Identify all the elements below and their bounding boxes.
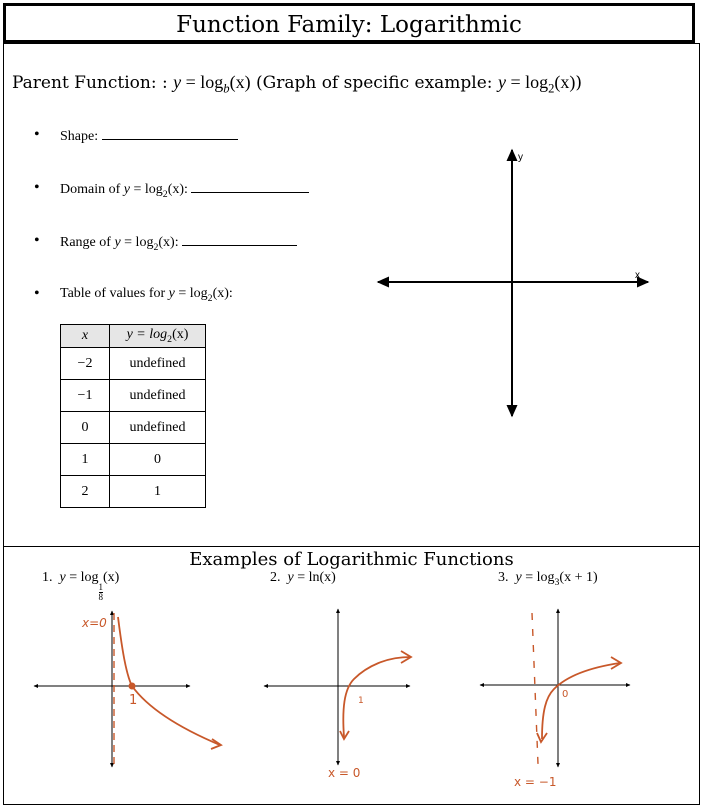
- header-x: x: [61, 325, 110, 348]
- table-row: [61, 476, 206, 508]
- example-formula-arg: (x): [554, 72, 576, 92]
- examples-heading: Examples of Logarithmic Functions: [189, 549, 514, 570]
- range-answer-blank[interactable]: [182, 233, 297, 246]
- range-func-eq: = log: [120, 235, 154, 250]
- table-row: [61, 380, 206, 412]
- range-func-y: y: [114, 235, 121, 250]
- example-formula-y: y: [497, 72, 506, 92]
- domain-colon: :: [184, 182, 192, 197]
- cell-y: 1: [110, 476, 206, 508]
- asymptote-line: [532, 613, 538, 764]
- cell-y: undefined: [110, 380, 206, 412]
- example-suffix: ): [575, 73, 583, 93]
- table-colon: :: [228, 286, 233, 301]
- domain-func-base: 2: [162, 188, 168, 200]
- table-func-arg: (x): [212, 286, 229, 301]
- parent-formula-base: b: [223, 81, 230, 96]
- point-marker: [129, 683, 136, 690]
- main-content-box: [3, 43, 700, 805]
- cell-y: undefined: [110, 412, 206, 444]
- blank-graph-axes[interactable]: [372, 144, 654, 424]
- log-curve: [118, 617, 220, 745]
- example-2-graph: [262, 599, 422, 779]
- parent-function-line: [12, 72, 582, 97]
- parent-formula-arg: (x): [229, 72, 251, 92]
- parent-formula-y: y: [173, 72, 182, 92]
- cell-y: undefined: [110, 348, 206, 380]
- table-row: [61, 412, 206, 444]
- parent-function-label: Parent Function: :: [12, 73, 174, 93]
- example-formula-eq: = log: [505, 72, 549, 92]
- example-prefix: (Graph of specific example:: [250, 73, 498, 93]
- range-label: Range of: [60, 235, 115, 250]
- log-curve: [542, 663, 620, 739]
- example-1-label: 1. y = log $_{\frac{1}{8}}$ (x): [42, 570, 120, 602]
- range-func-base: 2: [153, 241, 159, 253]
- title-box: [3, 3, 695, 43]
- asymptote-label: x = −1: [514, 775, 557, 789]
- cell-x: 2: [61, 476, 110, 508]
- y-axis-label: y: [518, 152, 523, 163]
- table-func-base: 2: [207, 292, 213, 304]
- shape-label: Shape:: [60, 129, 102, 144]
- domain-func-y: y: [123, 182, 130, 197]
- range-func-arg: (x): [158, 235, 175, 250]
- x-axis-label: x: [635, 270, 640, 281]
- example-3-graph: [478, 599, 638, 789]
- cell-x: −2: [61, 348, 110, 380]
- asymptote-label: x=0: [82, 616, 107, 630]
- domain-answer-blank[interactable]: [191, 180, 309, 193]
- point-label: 1: [129, 693, 138, 708]
- example-3-label: 3. $y = \log_3(x + 1)$: [498, 570, 598, 588]
- asymptote-label: x = 0: [328, 766, 361, 779]
- table-header-row: [61, 325, 206, 348]
- table-of-values: [60, 324, 206, 508]
- domain-func-eq: = log: [129, 182, 163, 197]
- range-colon: :: [174, 235, 183, 250]
- cell-y: 0: [110, 444, 206, 476]
- table-row: [61, 444, 206, 476]
- domain-func-arg: (x): [167, 182, 185, 197]
- ln-curve: [343, 657, 410, 737]
- example-formula-base: 2: [548, 81, 555, 96]
- domain-label: Domain of: [60, 182, 124, 197]
- example-2-label: 2. y = ln(x): [270, 570, 336, 585]
- point-label: 0: [562, 689, 569, 700]
- shape-answer-blank[interactable]: [102, 127, 238, 140]
- cell-x: 1: [61, 444, 110, 476]
- parent-formula-eq: = log: [181, 72, 224, 92]
- header-y: $y = \log_2(x)$: [110, 325, 206, 348]
- table-intro-label: Table of values for: [60, 286, 169, 301]
- page-title: Function Family: Logarithmic: [176, 12, 522, 38]
- table-func-y: y: [168, 286, 175, 301]
- table-func-eq: = log: [174, 286, 208, 301]
- point-label: 1: [358, 696, 364, 706]
- section-divider: [4, 546, 699, 547]
- table-row: [61, 348, 206, 380]
- cell-x: −1: [61, 380, 110, 412]
- example-1-graph: [30, 599, 230, 769]
- cell-x: 0: [61, 412, 110, 444]
